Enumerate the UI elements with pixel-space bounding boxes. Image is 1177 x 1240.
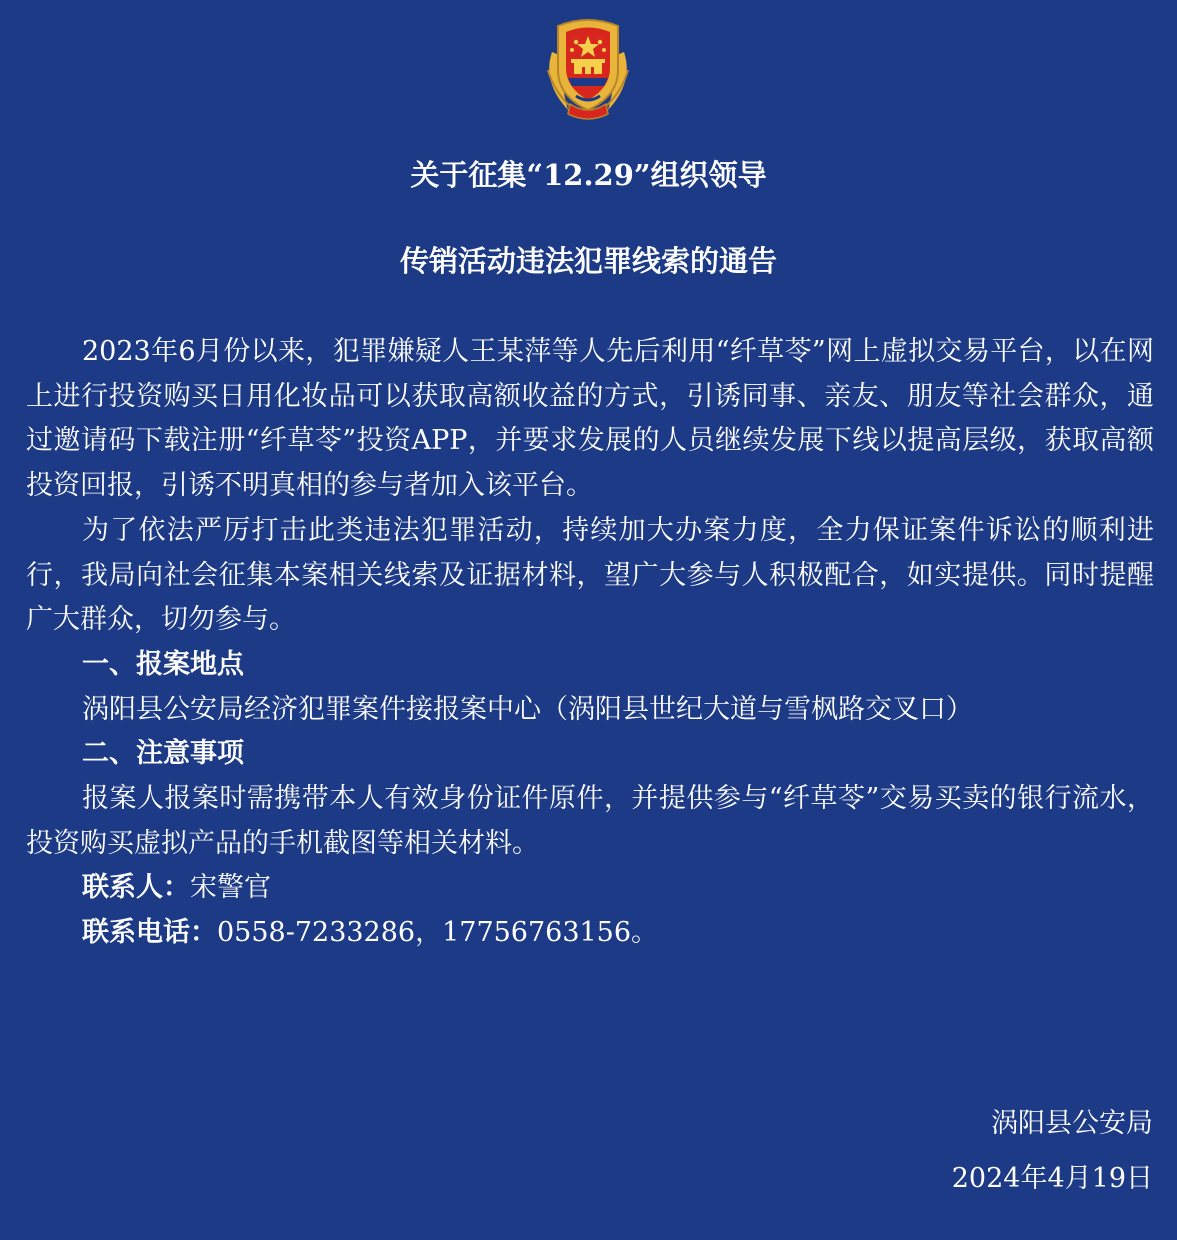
paragraph-notes: 报案人报案时需携带本人有效身份证件原件，并提供参与“纤草苓”交易买卖的银行流水，投资购买虚拟产品的手机截图等相关材料。: [26, 783, 1154, 859]
notice-title-line-2: 传销活动违法犯罪线索的通告: [399, 244, 777, 278]
section-heading-report-location: 一、报案地点: [82, 648, 244, 680]
report-location-address: 涡阳县公安局经济犯罪案件接报案中心（涡阳县世纪大道与雪枫路交叉口）: [82, 693, 973, 725]
contact-name: 宋警官: [190, 872, 271, 904]
contact-phone: [26, 911, 1154, 956]
phone-label: 联系电话：: [82, 917, 217, 949]
police-emblem-icon: [538, 12, 638, 124]
section-heading-notes: 二、注意事项: [82, 738, 244, 770]
contact-label: 联系人：: [82, 872, 190, 904]
signature-org: 涡阳县公安局: [991, 1108, 1153, 1139]
paragraph-background: 2023年6月份以来，犯罪嫌疑人王某萍等人先后利用“纤草苓”网上虚拟交易平台，以在网上进行投资购买日用化妆品可以获取高额收益的方式，引诱同事、亲友、朋友等社会群众，通过邀请码下载注册“纤草苓”投资APP，并要求发展的人员继续发展下线以提高层级，获取高额投资回报，引诱不明真相的参与者加入该平台。: [26, 336, 1154, 502]
notice-body: [26, 330, 1154, 956]
paragraph-purpose: 为了依法严厉打击此类违法犯罪活动，持续加大办案力度，全力保证案件诉讼的顺利进行，我局向社会征集本案相关线索及证据材料，望广大参与人积极配合，如实提供。同时提醒广大群众，切勿参与。: [26, 514, 1154, 636]
contact-person: [26, 866, 1154, 911]
phone-value: 0558-7233286，17756763156。: [217, 917, 659, 949]
notice-title-line-1: 关于征集“12.29”组织领导: [410, 158, 767, 192]
signature-date: 2024年4月19日: [951, 1163, 1153, 1194]
